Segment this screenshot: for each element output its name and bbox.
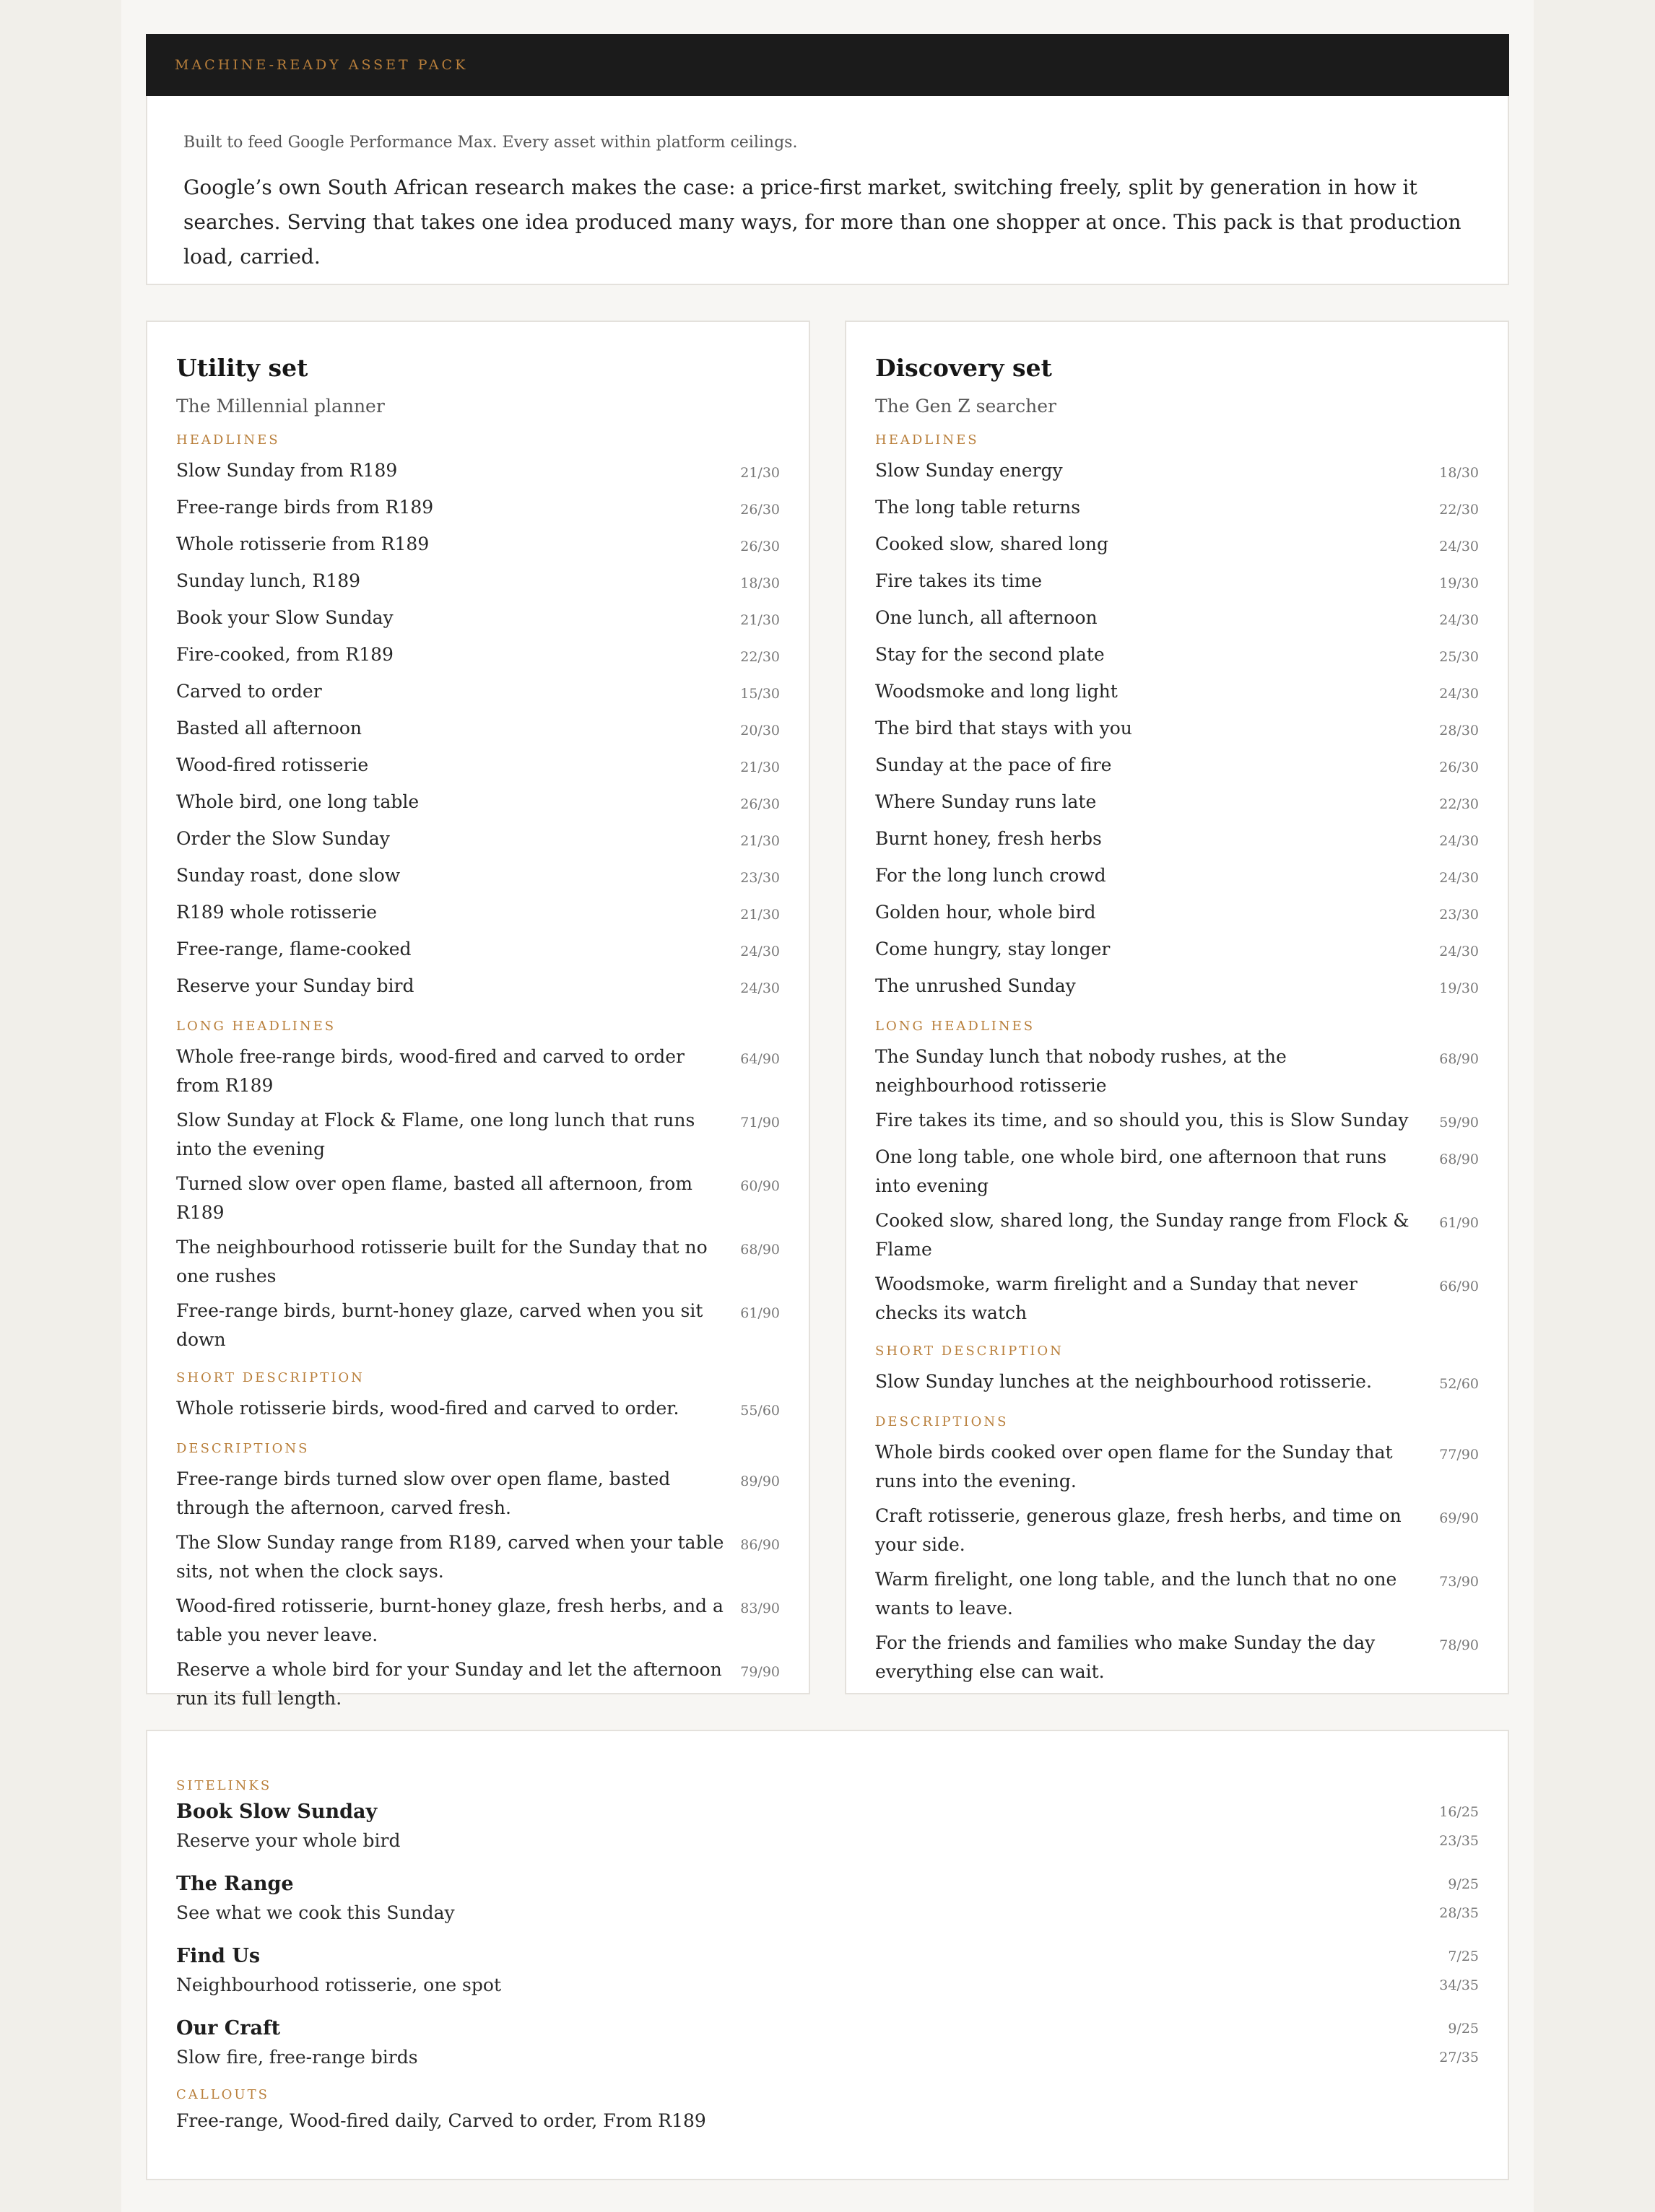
sitelink-title: Find Us	[176, 1945, 261, 1967]
asset-text: The long table returns	[875, 497, 1081, 518]
callouts-text: Free-range, Wood-fired daily, Carved to order, From R189	[176, 2110, 706, 2131]
sitelink-description: Neighbourhood rotisserie, one spot	[176, 1974, 501, 1995]
character-count: 24/30	[1439, 612, 1479, 628]
character-count: 19/30	[1439, 980, 1479, 996]
character-count: 25/30	[1439, 649, 1479, 665]
sitelinks-list	[176, 1798, 1479, 2072]
pack-kicker: MACHINE-READY ASSET PACK	[175, 57, 469, 73]
character-count: 34/35	[1439, 1977, 1479, 1993]
short-description-list	[875, 1364, 1479, 1401]
asset-row	[176, 711, 780, 748]
sitelink-description: See what we cook this Sunday	[176, 1902, 455, 1923]
intro-lead: Google’s own South African research makes the case: a price-first market, switching freely, split by generation in how it searches. Serving that takes one idea produced many ways, for more than one shopper at once. This pack is that production load, carried.	[183, 175, 1461, 269]
asset-row	[176, 785, 780, 822]
asset-text: R189 whole rotisserie	[176, 902, 378, 923]
intro-card	[146, 96, 1509, 285]
asset-row	[176, 1589, 780, 1653]
character-count: 24/30	[1439, 833, 1479, 849]
asset-text: Reserve a whole bird for your Sunday and let the afternoon run its full length.	[176, 1659, 722, 1709]
asset-row	[875, 1103, 1479, 1140]
asset-row	[875, 527, 1479, 564]
asset-text: Book your Slow Sunday	[176, 607, 394, 628]
asset-row	[875, 932, 1479, 969]
asset-row	[176, 822, 780, 858]
set-title: Utility set	[176, 354, 308, 382]
asset-row	[176, 969, 780, 1006]
asset-row	[176, 1462, 780, 1525]
headlines-label: HEADLINES	[875, 432, 979, 448]
character-count: 69/90	[1439, 1510, 1479, 1526]
asset-row	[176, 1391, 780, 1428]
sitelink-description: Slow fire, free-range birds	[176, 2047, 418, 2068]
character-count: 24/30	[1439, 686, 1479, 702]
asset-row	[176, 1230, 780, 1294]
asset-row	[176, 490, 780, 527]
character-count: 52/60	[1439, 1376, 1479, 1392]
headlines-label: HEADLINES	[176, 432, 280, 448]
sitelink-title: The Range	[176, 1873, 294, 1895]
asset-text: Fire takes its time, and so should you, this is Slow Sunday	[875, 1110, 1409, 1131]
character-count: 86/90	[740, 1537, 780, 1553]
short-description-label: SHORT DESCRIPTION	[875, 1344, 1064, 1359]
asset-text: The unrushed Sunday	[875, 975, 1076, 996]
character-count: 22/30	[1439, 796, 1479, 812]
asset-row	[176, 637, 780, 674]
character-count: 59/90	[1439, 1115, 1479, 1131]
set-subtitle: The Gen Z searcher	[875, 396, 1056, 417]
asset-text: The Sunday lunch that nobody rushes, at the neighbourhood rotisserie	[875, 1046, 1287, 1096]
asset-text: Whole bird, one long table	[176, 791, 420, 812]
asset-text: Free-range birds turned slow over open flame, basted through the afternoon, carved fresh.	[176, 1468, 671, 1518]
asset-text: Basted all afternoon	[176, 718, 362, 739]
asset-row	[875, 969, 1479, 1006]
asset-row	[875, 564, 1479, 601]
sitelink-item	[176, 2014, 1479, 2072]
sitelink-desc-line	[176, 2043, 1479, 2072]
asset-row	[875, 858, 1479, 895]
pack-header-bar	[146, 34, 1509, 96]
asset-text: Cooked slow, shared long	[875, 534, 1109, 554]
long-headlines-list	[176, 1040, 780, 1357]
character-count: 19/30	[1439, 575, 1479, 591]
asset-text: For the long lunch crowd	[875, 865, 1106, 886]
sitelink-desc-line	[176, 1971, 1479, 2000]
asset-row	[176, 1525, 780, 1589]
character-count: 7/25	[1448, 1948, 1479, 1964]
asset-row	[176, 527, 780, 564]
asset-text: Burnt honey, fresh herbs	[875, 828, 1102, 849]
long-headlines-label: LONG HEADLINES	[875, 1019, 1035, 1034]
character-count: 68/90	[1439, 1051, 1479, 1067]
asset-text: Fire takes its time	[875, 570, 1043, 591]
asset-text: One lunch, all afternoon	[875, 607, 1098, 628]
character-count: 55/60	[740, 1403, 780, 1419]
character-count: 23/30	[740, 870, 780, 886]
character-count: 21/30	[740, 465, 780, 481]
asset-text: Free-range birds, burnt-honey glaze, carved when you sit down	[176, 1300, 703, 1350]
asset-text: Turned slow over open flame, basted all afternoon, from R189	[176, 1173, 693, 1223]
sitelink-title-line	[176, 2014, 1479, 2043]
character-count: 24/30	[1439, 539, 1479, 554]
sitelink-title-line	[176, 1870, 1479, 1899]
asset-row	[176, 932, 780, 969]
asset-text: Where Sunday runs late	[875, 791, 1097, 812]
asset-text: Order the Slow Sunday	[176, 828, 390, 849]
character-count: 22/30	[740, 649, 780, 665]
asset-text: Fire-cooked, from R189	[176, 644, 394, 665]
asset-row	[875, 748, 1479, 785]
asset-text: Come hungry, stay longer	[875, 939, 1111, 959]
sitelink-item	[176, 1942, 1479, 2000]
asset-row	[875, 1140, 1479, 1203]
utility-set-card	[146, 321, 810, 1709]
character-count: 18/30	[740, 575, 780, 591]
asset-text: Craft rotisserie, generous glaze, fresh herbs, and time on your side.	[875, 1505, 1402, 1555]
asset-text: Woodsmoke and long light	[875, 681, 1118, 702]
descriptions-label: DESCRIPTIONS	[875, 1414, 1009, 1429]
asset-text: The neighbourhood rotisserie built for the Sunday that no one rushes	[176, 1237, 708, 1286]
asset-text: Whole free-range birds, wood-fired and carved to order from R189	[176, 1046, 685, 1096]
sitelink-title-line	[176, 1942, 1479, 1971]
asset-text: Carved to order	[176, 681, 322, 702]
asset-text: Whole birds cooked over open flame for the Sunday that runs into the evening.	[875, 1442, 1393, 1492]
asset-row	[176, 748, 780, 785]
asset-text: The Slow Sunday range from R189, carved when your table sits, not when the clock says.	[176, 1532, 724, 1582]
asset-text: Free-range birds from R189	[176, 497, 434, 518]
character-count: 89/90	[740, 1473, 780, 1489]
character-count: 23/35	[1439, 1833, 1479, 1849]
asset-text: For the friends and families who make Sunday the day everything else can wait.	[875, 1632, 1376, 1682]
asset-row	[875, 637, 1479, 674]
character-count: 60/90	[740, 1178, 780, 1194]
sitelink-title: Book Slow Sunday	[176, 1800, 378, 1823]
asset-row	[176, 1653, 780, 1716]
asset-row	[875, 711, 1479, 748]
character-count: 28/35	[1439, 1905, 1479, 1921]
descriptions-label: DESCRIPTIONS	[176, 1441, 310, 1456]
asset-row	[176, 1040, 780, 1103]
short-description-list	[176, 1391, 780, 1428]
asset-text: Whole rotisserie birds, wood-fired and carved to order.	[176, 1398, 679, 1419]
asset-row	[176, 895, 780, 932]
asset-row	[176, 453, 780, 490]
descriptions-section	[875, 1414, 1479, 1689]
character-count: 16/25	[1439, 1804, 1479, 1820]
discovery-set-card	[845, 321, 1509, 1694]
long-headlines-label: LONG HEADLINES	[176, 1019, 336, 1034]
sitelink-title-line	[176, 1798, 1479, 1826]
character-count: 21/30	[740, 907, 780, 923]
sitelinks-label: SITELINKS	[176, 1778, 272, 1793]
sitelink-description: Reserve your whole bird	[176, 1830, 401, 1851]
asset-text: Wood-fired rotisserie	[176, 754, 369, 775]
character-count: 61/90	[1439, 1215, 1479, 1231]
asset-text: Sunday at the pace of fire	[875, 754, 1112, 775]
character-count: 68/90	[1439, 1151, 1479, 1167]
asset-row	[875, 1364, 1479, 1401]
character-count: 27/35	[1439, 2050, 1479, 2065]
long-headlines-section	[875, 1018, 1479, 1331]
character-count: 9/25	[1448, 2021, 1479, 2037]
asset-row	[875, 490, 1479, 527]
character-count: 15/30	[740, 686, 780, 702]
short-description-section	[875, 1343, 1479, 1401]
asset-row	[875, 785, 1479, 822]
asset-row	[875, 1562, 1479, 1626]
set-subtitle: The Millennial planner	[176, 396, 385, 417]
character-count: 21/30	[740, 759, 780, 775]
character-count: 64/90	[740, 1051, 780, 1067]
character-count: 9/25	[1448, 1876, 1479, 1892]
sitelink-desc-line	[176, 1899, 1479, 1928]
asset-text: Stay for the second plate	[875, 644, 1105, 665]
descriptions-section	[176, 1440, 780, 1716]
character-count: 24/30	[740, 944, 780, 959]
asset-text: Free-range, flame-cooked	[176, 939, 412, 959]
character-count: 26/30	[740, 502, 780, 518]
character-count: 23/30	[1439, 907, 1479, 923]
asset-text: Wood-fired rotisserie, burnt-honey glaze, fresh herbs, and a table you never leave.	[176, 1595, 724, 1645]
asset-text: Slow Sunday from R189	[176, 460, 398, 481]
asset-text: Whole rotisserie from R189	[176, 534, 430, 554]
headlines-list	[176, 453, 780, 1006]
sitelink-desc-line	[176, 1826, 1479, 1855]
sitelink-item	[176, 1870, 1479, 1928]
short-description-label: SHORT DESCRIPTION	[176, 1370, 365, 1385]
character-count: 24/30	[1439, 870, 1479, 886]
descriptions-list	[875, 1435, 1479, 1689]
long-headlines-list	[875, 1040, 1479, 1331]
character-count: 68/90	[740, 1242, 780, 1258]
asset-text: Golden hour, whole bird	[875, 902, 1096, 923]
character-count: 22/30	[1439, 502, 1479, 518]
asset-row	[875, 1626, 1479, 1689]
character-count: 20/30	[740, 723, 780, 739]
asset-text: Slow Sunday lunches at the neighbourhood rotisserie.	[875, 1371, 1372, 1392]
character-count: 21/30	[740, 612, 780, 628]
character-count: 79/90	[740, 1664, 780, 1680]
asset-text: One long table, one whole bird, one afternoon that runs into evening	[875, 1146, 1387, 1196]
character-count: 24/30	[740, 980, 780, 996]
asset-text: Reserve your Sunday bird	[176, 975, 414, 996]
headlines-list	[875, 453, 1479, 1006]
set-title: Discovery set	[875, 354, 1052, 382]
asset-row	[176, 1167, 780, 1230]
character-count: 18/30	[1439, 465, 1479, 481]
sitelink-title: Our Craft	[176, 2017, 281, 2039]
asset-text: Slow Sunday at Flock & Flame, one long lunch that runs into the evening	[176, 1110, 695, 1159]
descriptions-list	[176, 1462, 780, 1716]
asset-row	[176, 601, 780, 637]
asset-row	[875, 1040, 1479, 1103]
character-count: 26/30	[740, 796, 780, 812]
asset-text: Woodsmoke, warm firelight and a Sunday that never checks its watch	[875, 1273, 1358, 1323]
sitelink-item	[176, 1798, 1479, 1855]
asset-row	[176, 674, 780, 711]
character-count: 78/90	[1439, 1637, 1479, 1653]
character-count: 26/30	[740, 539, 780, 554]
asset-text: Warm firelight, one long table, and the lunch that no one wants to leave.	[875, 1569, 1397, 1619]
character-count: 73/90	[1439, 1574, 1479, 1590]
asset-text: Cooked slow, shared long, the Sunday range from Flock & Flame	[875, 1210, 1409, 1260]
asset-row	[875, 453, 1479, 490]
character-count: 24/30	[1439, 944, 1479, 959]
asset-text: Sunday lunch, R189	[176, 570, 361, 591]
intro-tagline: Built to feed Google Performance Max. Every asset within platform ceilings.	[183, 134, 798, 152]
character-count: 26/30	[1439, 759, 1479, 775]
short-description-section	[176, 1370, 780, 1428]
asset-row	[176, 1103, 780, 1167]
asset-row	[176, 564, 780, 601]
character-count: 28/30	[1439, 723, 1479, 739]
character-count: 71/90	[740, 1115, 780, 1131]
character-count: 21/30	[740, 833, 780, 849]
asset-row	[875, 1267, 1479, 1331]
asset-row	[875, 1435, 1479, 1499]
asset-text: Slow Sunday energy	[875, 460, 1063, 481]
asset-row	[176, 858, 780, 895]
asset-text: The bird that stays with you	[875, 718, 1132, 739]
asset-row	[875, 895, 1479, 932]
asset-row	[875, 1203, 1479, 1267]
asset-text: Sunday roast, done slow	[176, 865, 401, 886]
asset-row	[875, 674, 1479, 711]
asset-row	[875, 601, 1479, 637]
character-count: 61/90	[740, 1305, 780, 1321]
asset-row	[875, 822, 1479, 858]
character-count: 77/90	[1439, 1447, 1479, 1463]
character-count: 66/90	[1439, 1279, 1479, 1294]
long-headlines-section	[176, 1018, 780, 1357]
character-count: 83/90	[740, 1601, 780, 1616]
callouts-label: CALLOUTS	[176, 2087, 269, 2102]
asset-row	[875, 1499, 1479, 1562]
asset-row	[176, 1294, 780, 1357]
extensions-card	[146, 1730, 1509, 2180]
